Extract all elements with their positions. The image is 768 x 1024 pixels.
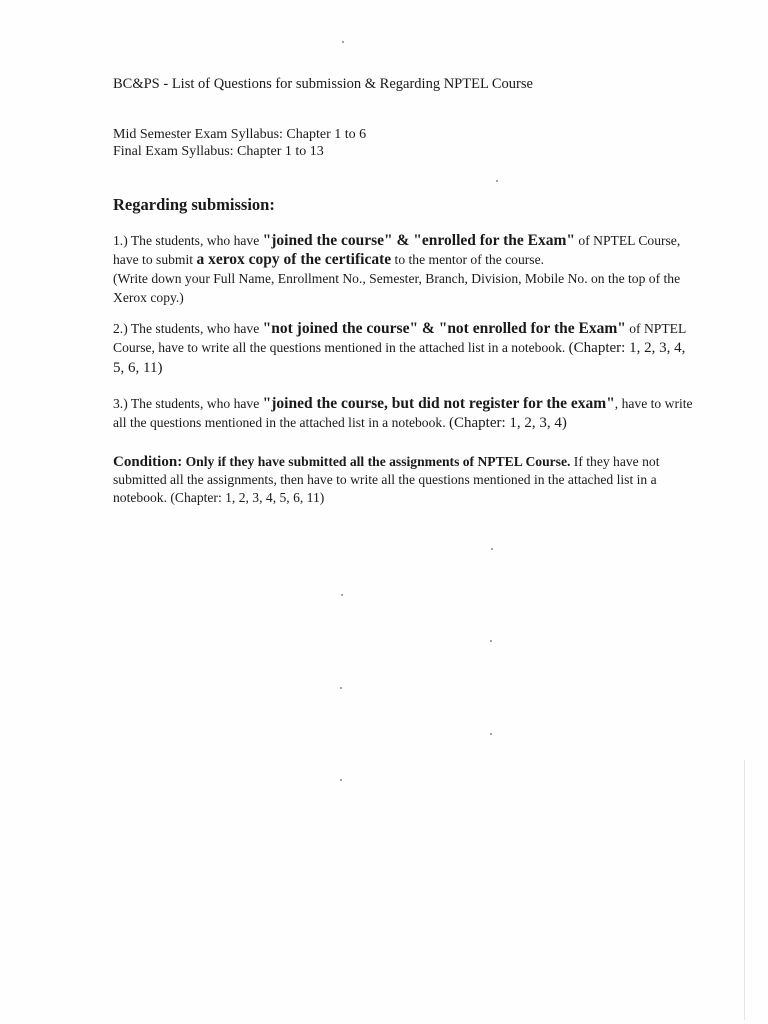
scan-edge-line [744,760,745,1020]
item3-text-c: , have to write all the questions mentioned in the attached list in a notebook. [113,396,693,430]
condition-bold-text: Only if they have submitted all the assignments of NPTEL Course. [182,454,571,469]
section-heading: Regarding submission: [113,195,275,214]
submission-item-2 [113,319,693,378]
condition-label: Condition: [113,454,183,470]
item1-text-c: of NPTEL Course, have to submit [113,233,681,267]
condition-paragraph [113,453,693,507]
submission-item-1 [113,231,693,307]
item3-chapters: (Chapter: 1, 2, 3, 4) [449,415,567,431]
mid-semester-syllabus: Mid Semester Exam Syllabus: Chapter 1 to 6 [113,127,367,142]
scan-speck [342,41,344,43]
condition-rest-text: If they have not submitted all the assignments, then have to write all the questions mentioned in the attached list in a notebook. (Chapter: 1, 2, 3, 4, 5, 6, 11) [113,454,660,505]
item3-emphasis-status: "joined the course, but did not register for the exam" [262,395,615,412]
submission-item-3 [113,394,693,433]
item2-emphasis-status: "not joined the course" & "not enrolled for the Exam" [262,320,626,337]
item2-text-a: 2.) The students, who have [113,321,263,336]
scan-speck [340,687,342,689]
item1-emphasis-status: "joined the course" & "enrolled for the Exam" [262,232,576,249]
scan-speck [496,180,498,182]
item3-text-a: 3.) The students, who have [113,396,263,411]
item2-chapters: (Chapter: 1, 2, 3, 4, 5, 6, 11) [113,340,686,376]
document-title: BC&PS - List of Questions for submission & Regarding NPTEL Course [113,76,533,92]
scan-speck [340,779,342,781]
item1-text-a: 1.) The students, who have [113,233,263,248]
final-exam-syllabus: Final Exam Syllabus: Chapter 1 to 13 [113,144,324,159]
scan-speck [491,548,493,550]
item2-text-c: of NPTEL Course, have to write all the questions mentioned in the attached list in a notebook. [113,321,686,355]
item1-text-e: to the mentor of the course. [391,252,545,267]
item1-instructions: (Write down your Full Name, Enrollment No., Semester, Branch, Division, Mobile No. on the top of the Xerox copy.) [113,271,681,305]
item1-emphasis-certificate: a xerox copy of the certificate [196,251,392,268]
syllabus-block [113,126,366,160]
scan-speck [341,594,343,596]
scan-speck [490,640,492,642]
scan-speck [490,733,492,735]
